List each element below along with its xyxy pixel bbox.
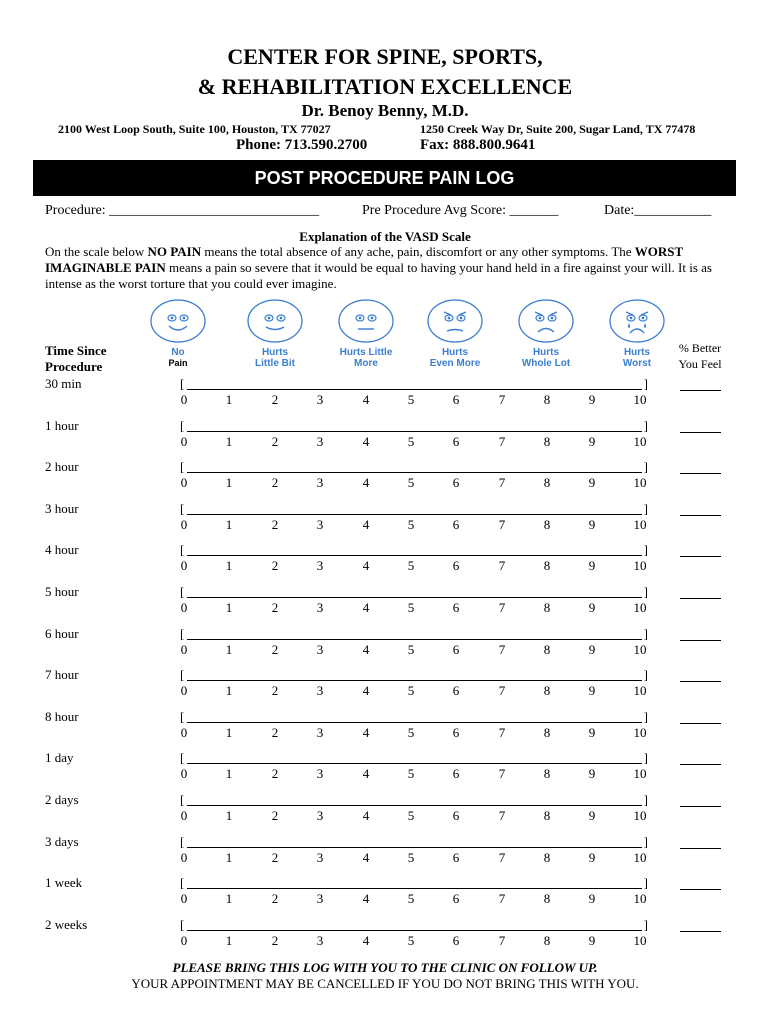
scale-number: 1: [225, 724, 233, 740]
scale-number: 5: [407, 600, 415, 615]
scale-number: 10: [633, 849, 647, 865]
scale-number: 8: [543, 475, 551, 491]
scale-number: 2: [271, 808, 279, 823]
scale-number: 1: [225, 641, 233, 657]
scale-number: 8: [543, 558, 551, 574]
scale-number: 1: [225, 558, 233, 574]
scale-number: 2: [271, 766, 279, 782]
pain-face-4-icon: [514, 298, 578, 344]
pain-scale-line[interactable]: [ ]: [180, 916, 648, 932]
percent-better-field[interactable]: [680, 750, 721, 765]
scale-number: 4: [362, 766, 370, 782]
scale-number: 10: [633, 683, 647, 699]
pain-scale-line[interactable]: [ ]: [180, 792, 648, 807]
scale-number: 9: [588, 808, 596, 823]
pain-face-3-label: Hurts Even More: [429, 347, 481, 369]
row-time-label: 2 hour: [45, 459, 79, 475]
scale-number: 6: [452, 475, 460, 491]
scale-number: 3: [316, 600, 324, 615]
percent-better-header: % Better You Feel: [678, 341, 722, 371]
scale-number: 9: [588, 600, 596, 615]
scale-number: 1: [225, 849, 233, 865]
scale-number: 9: [588, 891, 596, 907]
clinic-title-line2: & REHABILITATION EXCELLENCE: [197, 74, 573, 99]
scale-number: 5: [407, 724, 415, 740]
scale-number: 0: [180, 849, 188, 865]
row-time-label: 3 hour: [45, 500, 79, 516]
scale-number: 0: [180, 392, 188, 407]
scale-number: 2: [271, 558, 279, 574]
scale-number: 10: [633, 558, 647, 574]
date-field[interactable]: Date:___________: [604, 203, 712, 218]
scale-number: 7: [498, 600, 506, 615]
scale-number: 2: [271, 683, 279, 699]
scale-number: 1: [225, 392, 233, 407]
scale-number: 5: [407, 808, 415, 823]
scale-number: 10: [633, 475, 647, 491]
pain-face-0-icon: [146, 298, 210, 344]
scale-number: 6: [452, 891, 460, 907]
scale-number: 2: [271, 724, 279, 740]
scale-number: 2: [271, 516, 279, 532]
scale-number: 3: [316, 475, 324, 491]
scale-number: 10: [633, 932, 647, 948]
address-sugar-land: 1250 Creek Way Dr, Suite 200, Sugar Land, TX 77478: [420, 122, 696, 136]
scale-number: 8: [543, 433, 551, 449]
scale-number: 1: [225, 475, 233, 491]
percent-better-field[interactable]: [680, 709, 721, 724]
scale-number: 8: [543, 808, 551, 823]
scale-number: 10: [633, 766, 647, 782]
scale-number: 6: [452, 600, 460, 615]
scale-number: 8: [543, 600, 551, 615]
scale-number: 3: [316, 641, 324, 657]
scale-number: 2: [271, 641, 279, 657]
time-since-procedure-header: Time Since Procedure: [45, 343, 107, 374]
scale-number: 3: [316, 392, 324, 407]
scale-number: 9: [588, 932, 596, 948]
pain-scale-line[interactable]: [ ]: [180, 625, 648, 641]
scale-number: 1: [225, 683, 233, 699]
pain-scale-line[interactable]: [ ]: [180, 708, 648, 724]
clinic-title-line1: CENTER FOR SPINE, SPORTS,: [227, 44, 543, 69]
scale-number: 5: [407, 558, 415, 574]
row-time-label: 2 days: [45, 792, 79, 807]
scale-number: 1: [225, 433, 233, 449]
scale-number: 4: [362, 392, 370, 407]
scale-number: 9: [588, 392, 596, 407]
scale-number: 2: [271, 433, 279, 449]
pain-scale-line[interactable]: [ ]: [180, 584, 648, 599]
scale-number: 0: [180, 808, 188, 823]
scale-number: 0: [180, 600, 188, 615]
scale-number: 2: [271, 475, 279, 491]
scale-number: 7: [498, 849, 506, 865]
scale-number: 6: [452, 849, 460, 865]
scale-number: 3: [316, 766, 324, 782]
scale-number: 1: [225, 766, 233, 782]
scale-number: 5: [407, 516, 415, 532]
scale-number: 0: [180, 433, 188, 449]
scale-number: 5: [407, 392, 415, 407]
scale-number: 8: [543, 724, 551, 740]
pain-scale-line[interactable]: [ ]: [180, 833, 648, 849]
pain-face-4-label: Hurts Whole Lot: [521, 347, 571, 369]
scale-number: 7: [498, 433, 506, 449]
scale-number: 7: [498, 558, 506, 574]
scale-number: 7: [498, 392, 506, 407]
scale-number: 4: [362, 600, 370, 615]
scale-number: 5: [407, 766, 415, 782]
scale-number: 8: [543, 849, 551, 865]
scale-number: 0: [180, 724, 188, 740]
scale-number: 3: [316, 849, 324, 865]
scale-number: 4: [362, 558, 370, 574]
percent-better-field[interactable]: [680, 667, 721, 682]
scale-number: 7: [498, 932, 506, 948]
scale-number: 4: [362, 683, 370, 699]
scale-number: 6: [452, 392, 460, 407]
pain-scale-line[interactable]: [ ]: [180, 376, 648, 391]
pre-procedure-score-field[interactable]: Pre Procedure Avg Score: _______: [362, 203, 559, 218]
scale-number: 8: [543, 683, 551, 699]
row-time-label: 1 day: [45, 750, 74, 766]
scale-number: 1: [225, 891, 233, 907]
footer-warning: YOUR APPOINTMENT MAY BE CANCELLED IF YOU DO NOT BRING THIS WITH YOU.: [131, 976, 639, 991]
scale-number: 7: [498, 516, 506, 532]
scale-number: 0: [180, 475, 188, 491]
scale-number: 10: [633, 516, 647, 532]
scale-number: 7: [498, 891, 506, 907]
pain-face-5-label: Hurts Worst: [622, 347, 652, 369]
scale-number: 10: [633, 641, 647, 657]
percent-better-field[interactable]: [680, 376, 721, 391]
scale-number: 10: [633, 433, 647, 449]
scale-number: 6: [452, 641, 460, 657]
scale-number: 5: [407, 641, 415, 657]
pain-scale-line[interactable]: [ ]: [180, 417, 648, 433]
scale-number: 0: [180, 891, 188, 907]
percent-better-field[interactable]: [680, 542, 721, 557]
scale-number: 7: [498, 641, 506, 657]
scale-number: 0: [180, 766, 188, 782]
scale-number: 5: [407, 891, 415, 907]
pain-scale-line[interactable]: [ ]: [180, 500, 648, 516]
explanation-text: On the scale below NO PAIN means the total absence of any ache, pain, discomfort or any other symptoms. The WORST IMAGINABLE PAIN means a pain so severe that it would be equal to having your hand held in a fire against your will. It is as intense as the worst torture that you could ever imagine.: [45, 244, 712, 291]
scale-number: 3: [316, 808, 324, 823]
scale-number: 9: [588, 641, 596, 657]
pain-face-1-icon: [243, 298, 307, 344]
scale-number: 3: [316, 516, 324, 532]
scale-number: 10: [633, 891, 647, 907]
pain-face-2-label: Hurts Little More: [339, 347, 393, 369]
percent-better-field[interactable]: [680, 418, 721, 433]
scale-number: 4: [362, 891, 370, 907]
page-title-banner: POST PROCEDURE PAIN LOG: [33, 160, 736, 196]
scale-number: 3: [316, 891, 324, 907]
percent-better-field[interactable]: [680, 501, 721, 516]
row-time-label: 4 hour: [45, 542, 79, 558]
scale-number: 6: [452, 724, 460, 740]
percent-better-field[interactable]: [680, 917, 721, 932]
scale-number: 3: [316, 433, 324, 449]
row-time-label: 30 min: [45, 376, 82, 391]
scale-number: 1: [225, 808, 233, 823]
scale-number: 3: [316, 683, 324, 699]
scale-number: 2: [271, 891, 279, 907]
scale-number: 7: [498, 683, 506, 699]
scale-number: 4: [362, 808, 370, 823]
scale-number: 2: [271, 600, 279, 615]
scale-number: 5: [407, 932, 415, 948]
scale-number: 9: [588, 724, 596, 740]
procedure-field[interactable]: Procedure: ______________________________: [45, 203, 320, 218]
scale-number: 3: [316, 724, 324, 740]
scale-number: 2: [271, 392, 279, 407]
percent-better-field[interactable]: [680, 875, 721, 890]
scale-number: 6: [452, 516, 460, 532]
scale-number: 10: [633, 724, 647, 740]
scale-number: 5: [407, 683, 415, 699]
percent-better-field[interactable]: [680, 834, 721, 849]
phone-number: Phone: 713.590.2700: [236, 137, 368, 153]
pain-face-5-icon: [605, 298, 669, 344]
row-time-label: 1 week: [45, 875, 83, 891]
scale-number: 10: [633, 808, 647, 823]
scale-number: 6: [452, 932, 460, 948]
scale-number: 6: [452, 683, 460, 699]
pain-scale-line[interactable]: [ ]: [180, 459, 648, 475]
scale-number: 0: [180, 932, 188, 948]
scale-number: 5: [407, 849, 415, 865]
scale-number: 1: [225, 600, 233, 615]
pain-face-2-icon: [334, 298, 398, 344]
pain-scale-line[interactable]: [ ]: [180, 750, 648, 766]
scale-number: 0: [180, 558, 188, 574]
percent-better-field[interactable]: [680, 584, 721, 599]
pain-face-1-label: Hurts Little Bit: [255, 347, 295, 369]
scale-number: 2: [271, 932, 279, 948]
scale-number: 8: [543, 891, 551, 907]
row-time-label: 7 hour: [45, 667, 79, 683]
scale-number: 5: [407, 475, 415, 491]
scale-number: 9: [588, 683, 596, 699]
scale-number: 3: [316, 932, 324, 948]
scale-number: 8: [543, 932, 551, 948]
scale-number: 2: [271, 849, 279, 865]
percent-better-field[interactable]: [680, 626, 721, 641]
row-time-label: 2 weeks: [45, 916, 88, 932]
scale-number: 0: [180, 516, 188, 532]
scale-number: 6: [452, 433, 460, 449]
pain-face-0-label: No Pain: [168, 347, 188, 368]
scale-number: 10: [633, 392, 647, 407]
fax-number: Fax: 888.800.9641: [420, 137, 536, 153]
row-time-label: 5 hour: [45, 584, 79, 599]
scale-number: 5: [407, 433, 415, 449]
scale-number: 0: [180, 683, 188, 699]
pain-scale-line[interactable]: [ ]: [180, 875, 648, 891]
scale-number: 6: [452, 766, 460, 782]
scale-number: 6: [452, 808, 460, 823]
scale-number: 4: [362, 516, 370, 532]
scale-number: 8: [543, 516, 551, 532]
scale-number: 8: [543, 641, 551, 657]
scale-number: 4: [362, 932, 370, 948]
scale-number: 4: [362, 849, 370, 865]
row-time-label: 3 days: [45, 833, 79, 849]
scale-number: 4: [362, 433, 370, 449]
scale-number: 9: [588, 849, 596, 865]
scale-number: 0: [180, 641, 188, 657]
row-time-label: 1 hour: [45, 417, 79, 433]
doctor-name: Dr. Benoy Benny, M.D.: [301, 101, 469, 120]
scale-number: 10: [633, 600, 647, 615]
address-houston: 2100 West Loop South, Suite 100, Houston, TX 77027: [58, 122, 331, 136]
scale-number: 9: [588, 766, 596, 782]
scale-number: 9: [588, 433, 596, 449]
pain-face-3-icon: [423, 298, 487, 344]
footer-reminder: PLEASE BRING THIS LOG WITH YOU TO THE CLINIC ON FOLLOW UP.: [172, 960, 598, 975]
scale-number: 7: [498, 724, 506, 740]
scale-number: 7: [498, 475, 506, 491]
scale-number: 8: [543, 392, 551, 407]
scale-number: 9: [588, 516, 596, 532]
row-time-label: 8 hour: [45, 708, 79, 724]
scale-number: 8: [543, 766, 551, 782]
row-time-label: 6 hour: [45, 625, 79, 641]
scale-number: 6: [452, 558, 460, 574]
pain-scale-line[interactable]: [ ]: [180, 542, 648, 558]
scale-number: 1: [225, 516, 233, 532]
scale-number: 9: [588, 558, 596, 574]
scale-number: 4: [362, 475, 370, 491]
percent-better-field[interactable]: [680, 792, 721, 807]
percent-better-field[interactable]: [680, 459, 721, 474]
scale-number: 3: [316, 558, 324, 574]
scale-number: 7: [498, 808, 506, 823]
scale-number: 4: [362, 641, 370, 657]
scale-number: 9: [588, 475, 596, 491]
explanation-title: Explanation of the VASD Scale: [299, 229, 471, 244]
scale-number: 4: [362, 724, 370, 740]
pain-scale-line[interactable]: [ ]: [180, 667, 648, 683]
scale-number: 7: [498, 766, 506, 782]
scale-number: 1: [225, 932, 233, 948]
